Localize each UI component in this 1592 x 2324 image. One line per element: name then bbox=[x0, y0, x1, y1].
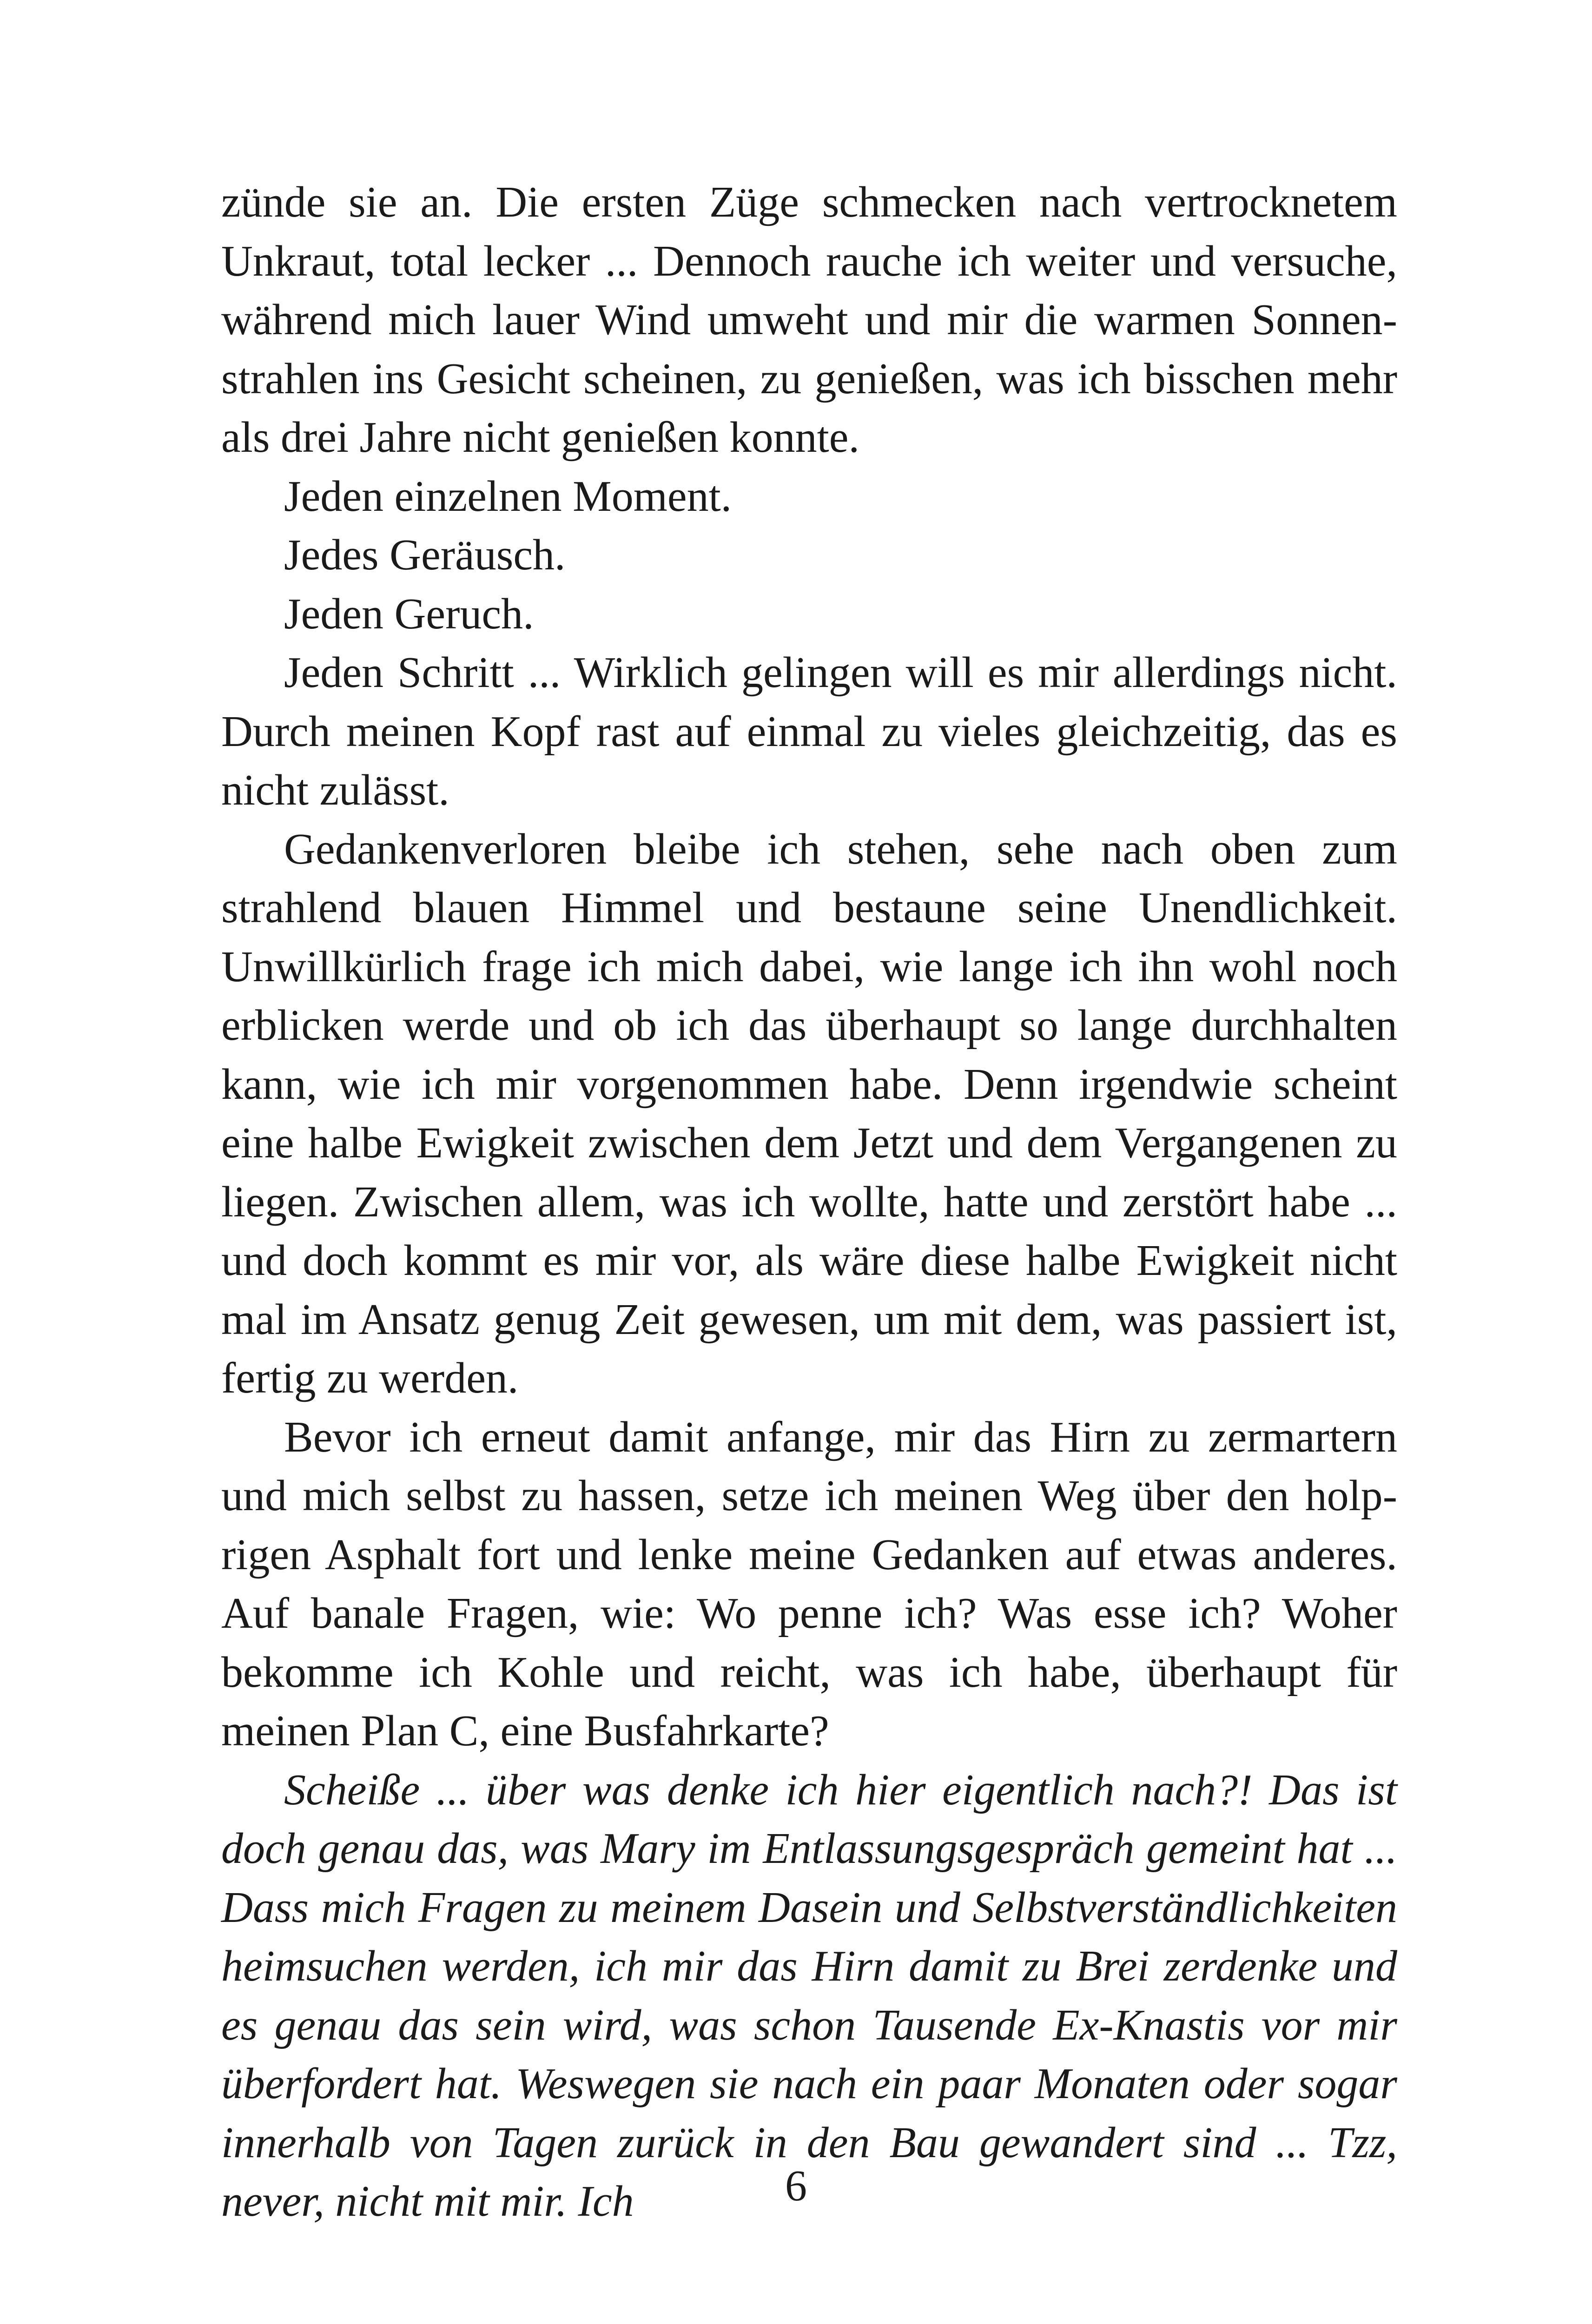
page-number: 6 bbox=[785, 2162, 807, 2210]
italic-paragraph: Scheiße ... über was denke ich hier eigentlich nach?! Das ist doch genau das, was Mary im Entlassungsgespräch gemeint hat ... Dass mich Fragen zu meinem Dasein und Selbstverständlichkeiten heimsuchen werden, ich mir das Hirn damit zu Brei zerdenke und es genau das sein wird, was schon Tausende Ex-Knastis vor mir überfordert hat. Weswegen sie nach ein paar Monaten oder sogar innerhalb von Tagen zurück in den Bau gewandert sind ... Tzz, never, nicht mit mir. Ich bbox=[221, 1765, 1397, 2225]
paragraph: Jeden einzelnen Moment. bbox=[284, 472, 732, 521]
paragraph: Jedes Geräusch. bbox=[284, 531, 566, 579]
paragraph: zünde sie an. Die ersten Züge schmecken nach vertrocknetem Unkraut, total lecker ... Dennoch rauche ich weiter und versuche, während mich lauer Wind umweht und mir die warmen Sonnenstrahlen ins Gesicht scheinen, zu genießen, was ich bisschen mehr als drei Jahre nicht genießen konnte. bbox=[221, 178, 1397, 462]
page-body bbox=[221, 173, 1397, 2231]
paragraph: Bevor ich erneut damit anfange, mir das Hirn zu zermartern und mich selbst zu hassen, setze ich meinen Weg über den holprigen Asphalt fort und lenke meine Gedanken auf etwas anderes. Auf banale Fragen, wie: Wo penne ich? Was esse ich? Woher bekomme ich Kohle und reicht, was ich habe, überhaupt für meinen Plan C, eine Busfahrkarte? bbox=[221, 1413, 1397, 1755]
paragraph: Jeden Schritt ... Wirklich gelingen will es mir allerdings nicht. Durch meinen Kopf rast auf einmal zu vieles gleichzeitig, das es nicht zulässt. bbox=[221, 648, 1397, 814]
paragraph: Gedankenverloren bleibe ich stehen, sehe nach oben zum strahlend blauen Himmel und bestaune seine Unendlichkeit. Unwillkürlich frage ich mich dabei, wie lange ich ihn wohl noch erblicken werde und ob ich das überhaupt so lange durchhalten kann, wie ich mir vorgenommen habe. Denn irgendwie scheint eine halbe Ewigkeit zwischen dem Jetzt und dem Vergangenen zu liegen. Zwischen allem, was ich wollte, hatte und zerstört habe ... und doch kommt es mir vor, als wäre diese halbe Ewigkeit nicht mal im Ansatz genug Zeit gewesen, um mit dem, was passiert ist, fertig zu werden. bbox=[221, 825, 1397, 1402]
paragraph: Jeden Geruch. bbox=[284, 589, 534, 638]
